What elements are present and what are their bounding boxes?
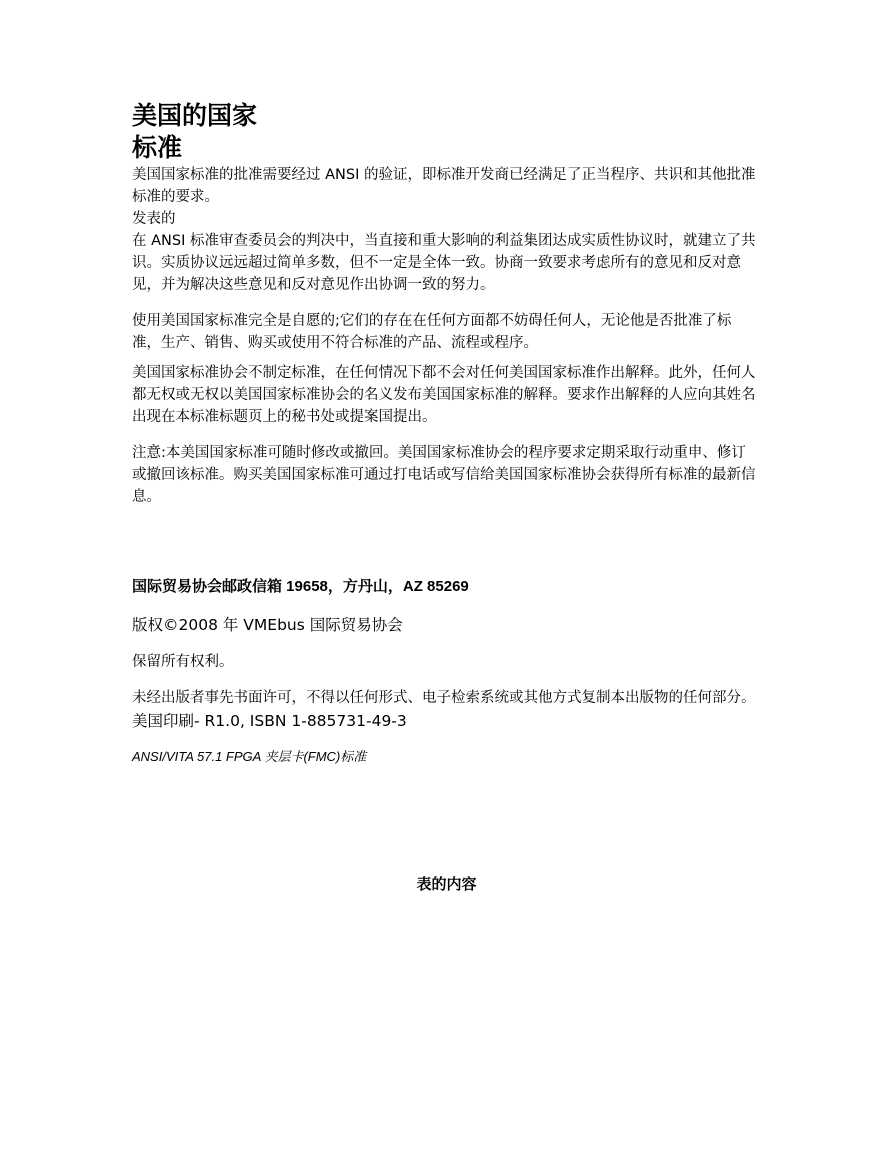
paragraph-approval: 美国国家标准的批准需要经过 ANSI 的验证，即标准开发商已经满足了正当程序、共识和其他批准标准的要求。 [132,167,756,205]
paragraph-consensus: 在 ANSI 标准审查委员会的判决中，当直接和重大影响的利益集团达成实质性协议时，就建立了共识。实质协议远远超过简单多数，但不一定是全体一致。协商一致要求考虑所有的意见和反对意见，并为解决这些意见和反对意见作出协调一致的努力。 [132,233,756,293]
printed-isbn: 美国印刷- R1.0, ISBN 1-885731-49-3 [132,712,407,730]
page-title-line2: 标准 [132,133,183,162]
document-page [132,100,758,780]
standard-title: ANSI/VITA 57.1 FPGA 夹层卡(FMC)标准 [132,749,367,764]
publisher-address: 国际贸易协会邮政信箱 19658，方丹山，AZ 85269 [132,578,469,595]
rights-reserved: 保留所有权利。 [132,654,234,670]
toc-heading: 表的内容 [416,875,477,893]
paragraph-published: 发表的 [132,211,176,227]
page-title-line1: 美国的国家 [132,101,258,130]
copyright-line: 版权©2008 年 VMEbus 国际贸易协会 [132,616,403,634]
paragraph-interpretation: 美国国家标准协会不制定标准，在任何情况下都不会对任何美国国家标准作出解释。此外，任何人都无权或无权以美国国家标准协会的名义发布美国国家标准的解释。要求作出解释的人应向其姓名出现在本标准标题页上的秘书处或提案国提出。 [132,365,756,425]
paragraph-caution: 注意:本美国国家标准可随时修改或撤回。美国国家标准协会的程序要求定期采取行动重申、修订或撤回该标准。购买美国国家标准可通过打电话或写信给美国国家标准协会获得所有标准的最新信息。 [132,445,756,505]
paragraph-voluntary: 使用美国国家标准完全是自愿的;它们的存在在任何方面都不妨碍任何人，无论他是否批准了标准，生产、销售、购买或使用不符合标准的产品、流程或程序。 [132,313,732,351]
reproduction-notice: 未经出版者事先书面许可，不得以任何形式、电子检索系统或其他方式复制本出版物的任何部分。 [132,690,756,706]
